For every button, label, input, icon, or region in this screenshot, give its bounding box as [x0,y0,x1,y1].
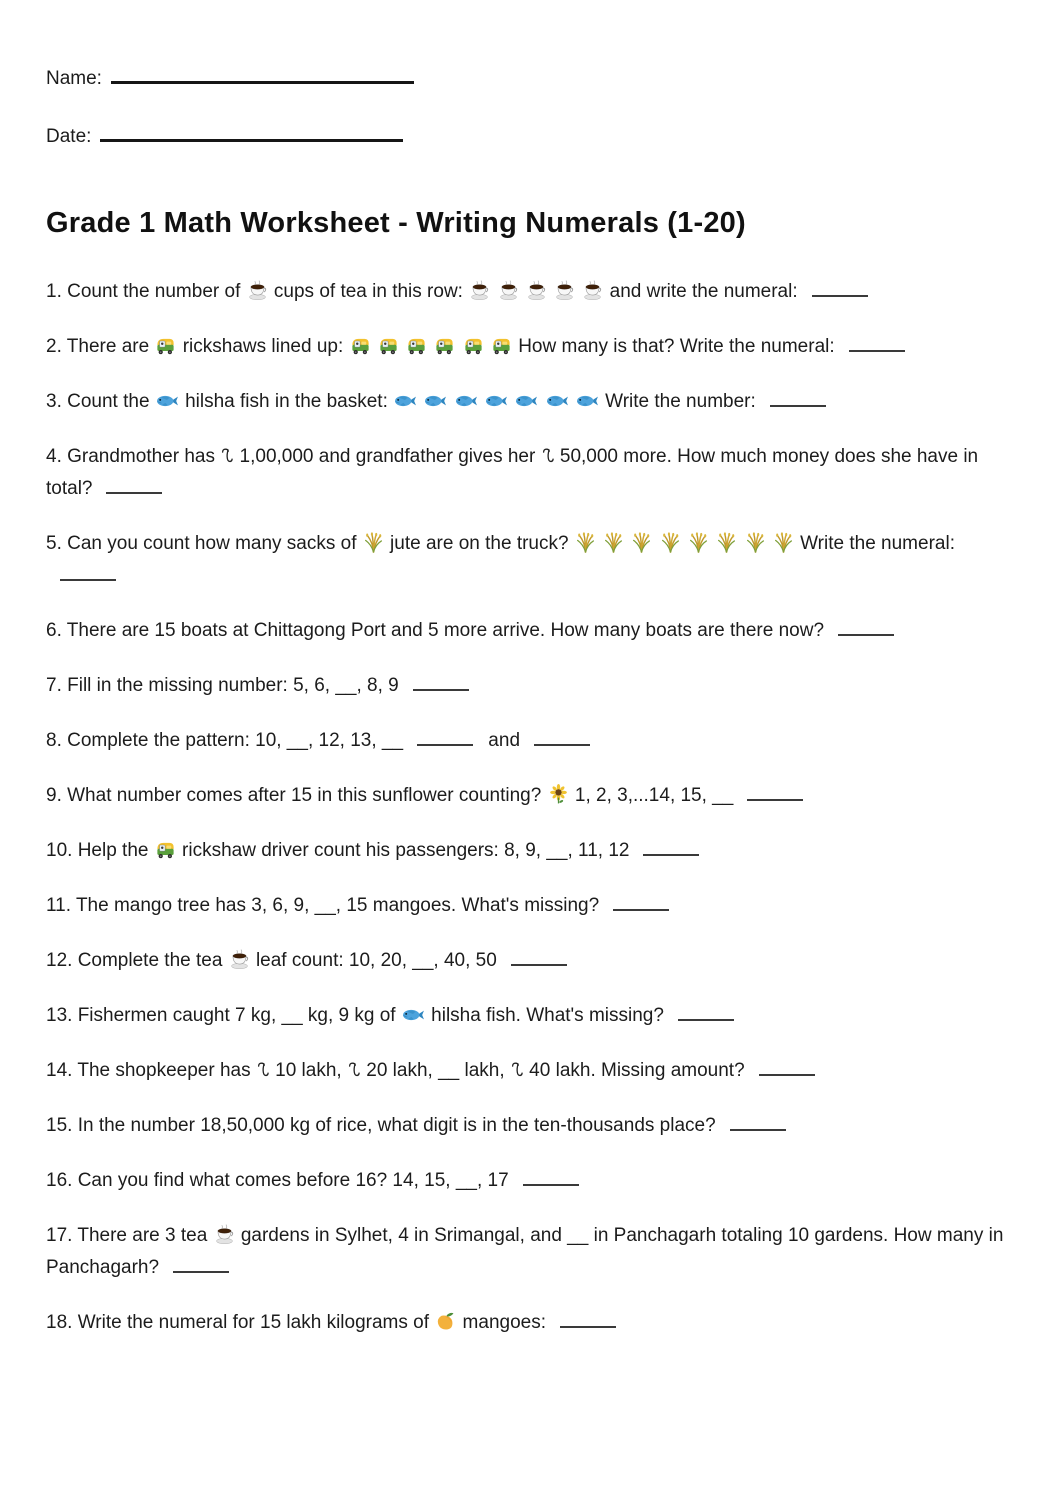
question-4: 4. Grandmother has 1,00,000 and grandfather gives her 50,000 more. How much money does she have in total? [46,446,979,499]
rice-sheaf-icon [745,532,766,553]
sunflower-icon [548,784,569,805]
answer-blank [106,480,162,494]
taka-sign-icon [347,1060,361,1080]
answer-blank [523,1172,579,1186]
rickshaw-icon [155,839,176,860]
answer-blank [812,283,868,297]
question-5: 5. Can you count how many sacks of jute are on the truck? Write the numeral: [46,528,1013,592]
answer-blank [173,1259,229,1273]
tea-cup-icon [247,280,268,301]
fish-icon [455,392,478,410]
worksheet-title: Grade 1 Math Worksheet - Writing Numerals (1-20) [46,207,746,239]
answer-blank [511,952,567,966]
rickshaw-icon [434,335,455,356]
tea-cup-icon [554,280,575,301]
answer-blank [678,1007,734,1021]
rickshaw-icon [350,335,371,356]
rice-sheaf-icon [773,532,794,553]
question-17: 17. There are 3 tea gardens in Sylhet, 4 in Srimangal, and __ in Panchagarh totaling 10 gardens. How many in Panchagarh? [46,1225,1004,1278]
rickshaw-icon [406,335,427,356]
taka-sign-icon [510,1060,524,1080]
question-6: 6. There are 15 boats at Chittagong Port and 5 more arrive. How many boats are there now? [46,615,1013,647]
questions-list [46,276,1013,1339]
tea-cup-icon [526,280,547,301]
answer-blank [413,677,469,691]
taka-sign-icon [541,446,555,466]
question-7: 7. Fill in the missing number: 5, 6, __, 8, 9 [46,670,1013,702]
date-row [46,120,1013,151]
rice-sheaf-icon [363,532,384,553]
rice-sheaf-icon [688,532,709,553]
question-1: 1. Count the number of cups of tea in this row: and write the numeral: [46,276,1013,308]
tea-cup-icon [582,280,603,301]
question-12: 12. Complete the tea leaf count: 10, 20, __, 40, 50 [46,945,1013,977]
date-line [100,120,403,142]
date-label: Date: [46,126,92,147]
question-9: 9. What number comes after 15 in this sunflower counting? 1, 2, 3,...14, 15, __ [46,780,1013,812]
tea-cup-icon [214,1224,235,1245]
name-row [46,62,1013,93]
answer-blank [759,1062,815,1076]
question-15: 15. In the number 18,50,000 kg of rice, what digit is in the ten-thousands place? [46,1110,1013,1142]
question-3: 3. Count the hilsha fish in the basket: Write the number: [46,386,1013,418]
tea-cup-icon [469,280,490,301]
rickshaw-icon [155,335,176,356]
rice-sheaf-icon [631,532,652,553]
rice-sheaf-icon [603,532,624,553]
question-16: 16. Can you find what comes before 16? 14, 15, __, 17 [46,1165,1013,1197]
answer-blank [613,897,669,911]
question-14: 14. The shopkeeper has 10 lakh, 20 lakh, __ lakh, 40 lakh. Missing amount? [46,1055,1013,1087]
question-13: 13. Fishermen caught 7 kg, __ kg, 9 kg of hilsha fish. What's missing? [46,1000,1013,1032]
answer-blank [60,567,116,581]
answer-blank [747,787,803,801]
answer-blank [849,338,905,352]
question-10: 10. Help the rickshaw driver count his passengers: 8, 9, __, 11, 12 [46,835,1013,867]
fish-icon [156,392,179,410]
taka-sign-icon [220,446,234,466]
tea-cup-icon [498,280,519,301]
fish-icon [515,392,538,410]
rickshaw-icon [463,335,484,356]
answer-blank [534,732,590,746]
fish-icon [402,1006,425,1024]
fish-icon [424,392,447,410]
question-2: 2. There are rickshaws lined up: How many is that? Write the numeral: [46,331,1013,363]
question-8: 8. Complete the pattern: 10, __, 12, 13, __ and [46,725,1013,757]
name-label: Name: [46,68,102,89]
fish-icon [394,392,417,410]
fish-icon [576,392,599,410]
answer-blank [770,393,826,407]
tea-cup-icon [229,949,250,970]
fish-icon [546,392,569,410]
fish-icon [485,392,508,410]
mango-icon [435,1311,456,1332]
rickshaw-icon [378,335,399,356]
answer-blank [417,732,473,746]
question-11: 11. The mango tree has 3, 6, 9, __, 15 mangoes. What's missing? [46,890,1013,922]
answer-blank [838,622,894,636]
answer-blank [560,1314,616,1328]
answer-blank [643,842,699,856]
rice-sheaf-icon [575,532,596,553]
rickshaw-icon [491,335,512,356]
rice-sheaf-icon [716,532,737,553]
question-18: 18. Write the numeral for 15 lakh kilograms of mangoes: [46,1307,1013,1339]
taka-sign-icon [256,1060,270,1080]
rice-sheaf-icon [660,532,681,553]
name-line [111,62,414,84]
answer-blank [730,1117,786,1131]
